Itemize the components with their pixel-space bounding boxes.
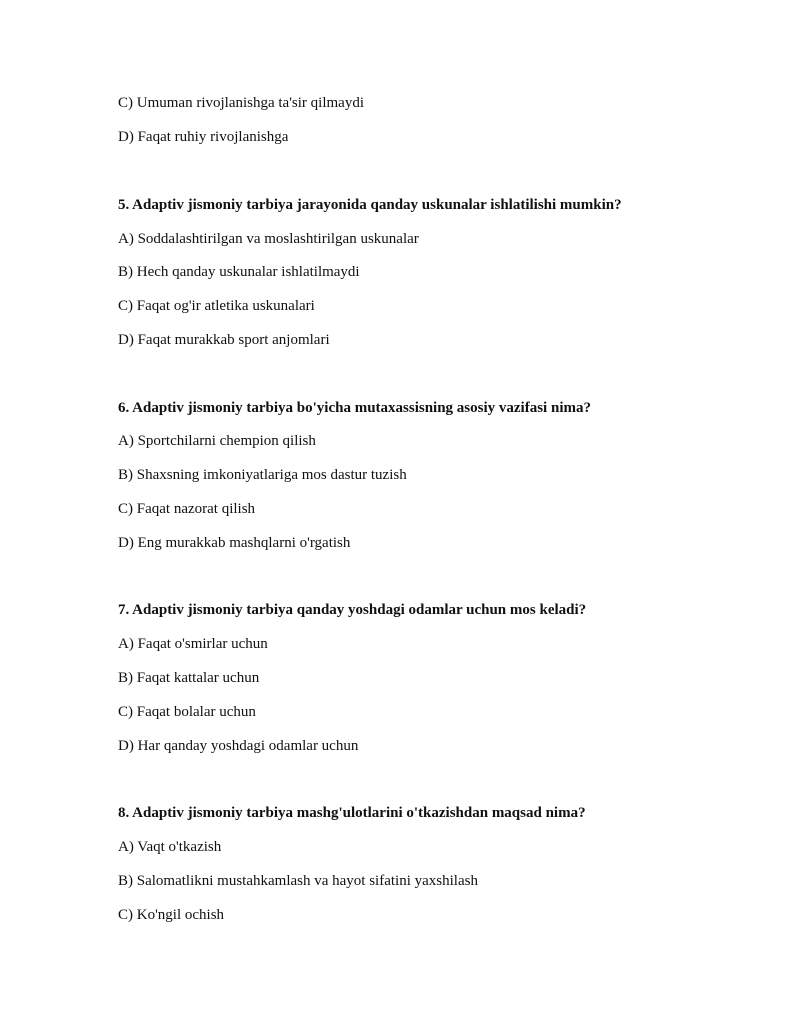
option-5c: C) Faqat og'ir atletika uskunalari — [118, 298, 315, 314]
option-7a: A) Faqat o'smirlar uchun — [118, 636, 268, 652]
option-6d: D) Eng murakkab mashqlarni o'rgatish — [118, 535, 351, 551]
option-7c: C) Faqat bolalar uchun — [118, 704, 256, 720]
option-5b: B) Hech qanday uskunalar ishlatilmaydi — [118, 264, 360, 280]
option-6c: C) Faqat nazorat qilish — [118, 501, 256, 517]
option-6a: A) Sportchilarni chempion qilish — [118, 433, 316, 449]
question-5: 5. Adaptiv jismoniy tarbiya jarayonida qanday uskunalar ishlatilishi mumkin? — [118, 197, 622, 213]
option-4c: C) Umuman rivojlanishga ta'sir qilmaydi — [118, 95, 364, 111]
question-8: 8. Adaptiv jismoniy tarbiya mashg'ulotlarini o'tkazishdan maqsad nima? — [118, 805, 586, 821]
option-4d: D) Faqat ruhiy rivojlanishga — [118, 129, 289, 145]
option-8c: C) Ko'ngil ochish — [118, 907, 225, 923]
option-6b: B) Shaxsning imkoniyatlariga mos dastur tuzish — [118, 467, 407, 483]
option-5a: A) Soddalashtirilgan va moslashtirilgan uskunalar — [118, 231, 419, 247]
option-7d: D) Har qanday yoshdagi odamlar uchun — [118, 738, 359, 754]
question-6: 6. Adaptiv jismoniy tarbiya bo'yicha mutaxassisning asosiy vazifasi nima? — [118, 400, 591, 416]
option-8b: B) Salomatlikni mustahkamlash va hayot sifatini yaxshilash — [118, 873, 478, 889]
option-5d: D) Faqat murakkab sport anjomlari — [118, 332, 330, 348]
option-8a: A) Vaqt o'tkazish — [118, 839, 222, 855]
option-7b: B) Faqat kattalar uchun — [118, 670, 260, 686]
question-7: 7. Adaptiv jismoniy tarbiya qanday yoshdagi odamlar uchun mos keladi? — [118, 602, 587, 618]
